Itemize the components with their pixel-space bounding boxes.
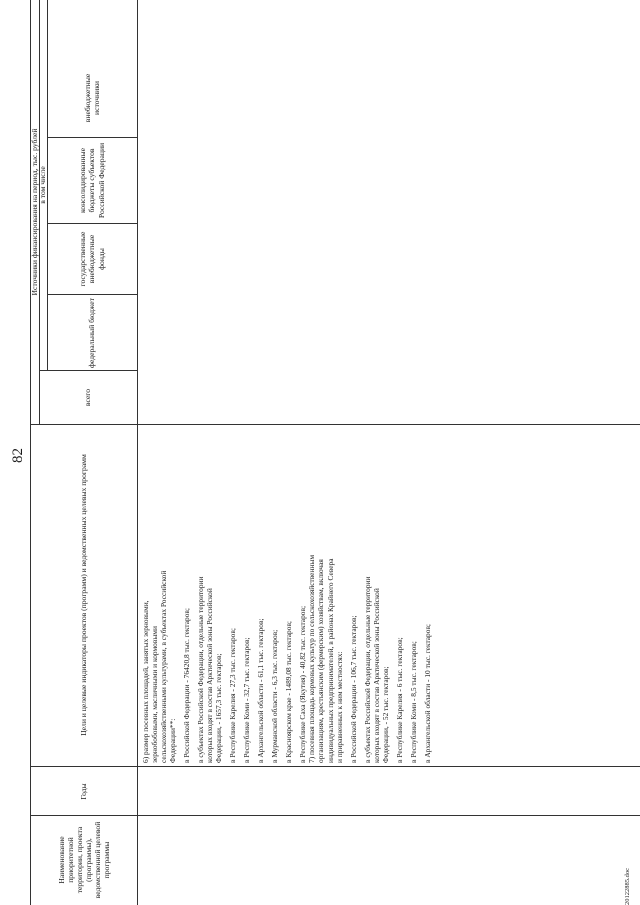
- rule-federal-state: [47, 294, 137, 295]
- indicator-line: и приравненных к ним местностях:: [334, 651, 344, 763]
- rule-regional-extra: [47, 137, 137, 138]
- indicator-line: в Архангельской области - 61,1 тыс. гектаров;: [256, 618, 266, 763]
- indicator-line: 6) размер посевных площадей, занятых зерновыми,: [141, 600, 150, 763]
- header-bottom-border: [137, 0, 138, 905]
- indicator-line: которых входят в состав Арктической зоны Российской: [205, 588, 215, 763]
- rule-col3-funding: [30, 424, 640, 425]
- indicator-line: в Республике Коми - 8,5 тыс. гектаров;: [408, 641, 418, 763]
- indicator-line: в Мурманской области - 6,3 тыс. гектаров;: [270, 629, 280, 763]
- header-extrabudgetary-sources: внебюджетные источники: [82, 73, 101, 123]
- rule-col1-col2: [30, 815, 640, 816]
- indicator-line: в Российской Федерации - 106,7 тыс. гектаров;: [348, 615, 358, 763]
- rule-state-regional: [47, 223, 137, 224]
- rule-col2-col3: [30, 766, 640, 767]
- header-territory-project: Наименование приоритетной территории, проекта (программы), ведомственной целевой программы: [56, 821, 112, 899]
- header-including: в том числе: [38, 166, 48, 204]
- goals-indicators-text: [141, 428, 432, 763]
- indicator-line: организациям, крестьянским (фермерским) хозяйствам, включая: [316, 559, 326, 763]
- header-state-extrabudgetary-funds: государственные внебюджетные фонды: [78, 231, 106, 287]
- indicator-line: 7) посевная площадь кормовых культур по сельскохозяйственным: [307, 554, 317, 763]
- indicator-line: в Республике Саха (Якутия) - 40,82 тыс. гектаров;: [298, 606, 308, 763]
- header-regional-budgets: консолидированные бюджеты субъектов Российской Федерации: [78, 142, 106, 219]
- indicator-line: в Красноярском крае - 1489,08 тыс. гектаров;: [284, 621, 294, 763]
- indicator-line: Федерации**:: [168, 718, 178, 763]
- indicator-line: в Архангельской области - 10 тыс. гектаров;: [422, 624, 432, 763]
- indicator-line: Федерации, - 1657,3 тыс. гектаров;: [214, 653, 224, 763]
- indicator-line: в субъектах Российской Федерации, отдельные территории: [196, 576, 206, 763]
- indicator-line: в субъектах Российской Федерации, отдельные территории: [362, 576, 372, 763]
- document-code: 20122885.doc: [624, 867, 631, 905]
- header-total: всего: [83, 388, 93, 407]
- header-years: Годы: [79, 783, 89, 800]
- indicator-line: в Российской Федерации - 76420,8 тыс. гектаров;: [182, 608, 192, 763]
- indicator-line: которых входят в состав Арктической зоны Российской: [371, 588, 381, 763]
- header-goals-indicators: Цели и целевые индикаторы проектов (программ) и ведомственных целевых программ: [79, 454, 89, 736]
- indicator-line: в Республике Карелия - 27,3 тыс. гектаров;: [228, 628, 238, 763]
- indicator-line: сельскохозяйственными культурами, в субъектах Российской: [159, 570, 169, 763]
- indicator-line: Федерации, - 52 тыс. гектаров;: [380, 666, 390, 763]
- indicator-line: в Республике Карелия - 6 тыс. гектаров;: [394, 637, 404, 763]
- header-federal-budget: федеральный бюджет: [87, 298, 97, 368]
- header-funding-sources: Источники финансирования на период, тыс. рублей: [29, 128, 39, 296]
- page-number: 82: [10, 448, 26, 463]
- indicator-line: индивидуальных предпринимателей, в районах Крайнего Севера: [325, 558, 335, 763]
- indicator-line: в Республике Коми - 32,7 тыс. гектаров;: [242, 637, 252, 763]
- indicator-line: зернобобовыми, масличными и кормовыми: [150, 626, 160, 763]
